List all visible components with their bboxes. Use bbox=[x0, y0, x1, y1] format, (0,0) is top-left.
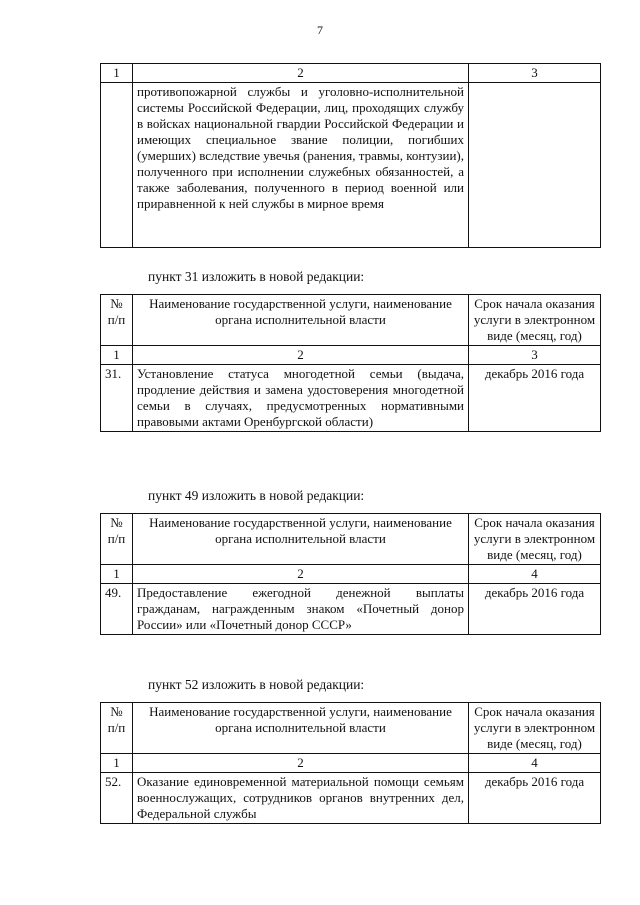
column-number-cell: 1 bbox=[101, 565, 133, 584]
page-number: 7 bbox=[317, 23, 323, 37]
column-number-row bbox=[101, 754, 601, 773]
column-number-cell: 2 bbox=[133, 565, 469, 584]
header-name: Наименование государственной услуги, наименование органа исполнительной власти bbox=[133, 295, 469, 346]
header-term: Срок начала оказания услуги в электронном виде (месяц, год) bbox=[469, 514, 601, 565]
service-name-cell: Предоставление ежегодной денежной выплаты гражданам, награжденным знаком «Почетный донор России» или «Почетный донор СССР» bbox=[133, 584, 469, 635]
empty-cell bbox=[469, 83, 601, 248]
header-term: Срок начала оказания услуги в электронном виде (месяц, год) bbox=[469, 703, 601, 754]
table-row bbox=[101, 773, 601, 824]
services-table bbox=[100, 702, 601, 824]
column-number-cell: 1 bbox=[101, 64, 133, 83]
header-row bbox=[101, 703, 601, 754]
table-row bbox=[101, 83, 601, 248]
column-number-cell: 4 bbox=[469, 565, 601, 584]
table-row bbox=[101, 584, 601, 635]
term-cell: декабрь 2016 года bbox=[469, 584, 601, 635]
column-number-cell: 1 bbox=[101, 754, 133, 773]
term-cell: декабрь 2016 года bbox=[469, 365, 601, 432]
section-intro: пункт 49 изложить в новой редакции: bbox=[148, 488, 365, 503]
services-table bbox=[100, 513, 601, 635]
column-number-cell: 1 bbox=[101, 346, 133, 365]
term-cell: декабрь 2016 года bbox=[469, 773, 601, 824]
services-table bbox=[100, 294, 601, 432]
column-number-row bbox=[101, 64, 601, 83]
column-number-cell: 3 bbox=[469, 64, 601, 83]
section-intro: пункт 52 изложить в новой редакции: bbox=[148, 677, 365, 692]
service-name-cell: противопожарной службы и уголовно-исполнительной системы Российской Федерации, лиц, проходящих службу в войсках национальной гвардии Российской Федерации и имеющих специальное звание полиции, погибших (умерших) вследствие увечья (ранения, травмы, контузии), полученного при исполнении служебных обязанностей, а также заболевания, полученного в период военной или приравненной к ней службы в мирное время bbox=[133, 83, 469, 248]
service-name-cell: Оказание единовременной материальной помощи семьям военнослужащих, сотрудников органов внутренних дел, Федеральной службы bbox=[133, 773, 469, 824]
column-number-row bbox=[101, 346, 601, 365]
row-number: 49. bbox=[101, 584, 133, 635]
service-name-cell: Установление статуса многодетной семьи (выдача, продление действия и замена удостоверения многодетной семьи в случаях, предусмотренных нормативными правовыми актами Оренбургской области) bbox=[133, 365, 469, 432]
column-number-cell: 2 bbox=[133, 64, 469, 83]
header-row bbox=[101, 295, 601, 346]
header-name: Наименование государственной услуги, наименование органа исполнительной власти bbox=[133, 514, 469, 565]
column-number-cell: 2 bbox=[133, 346, 469, 365]
section-intro: пункт 31 изложить в новой редакции: bbox=[148, 269, 365, 284]
table-row bbox=[101, 365, 601, 432]
column-number-cell: 4 bbox=[469, 754, 601, 773]
header-num: № п/п bbox=[101, 295, 133, 346]
header-name: Наименование государственной услуги, наименование органа исполнительной власти bbox=[133, 703, 469, 754]
column-number-cell: 2 bbox=[133, 754, 469, 773]
header-term: Срок начала оказания услуги в электронном виде (месяц, год) bbox=[469, 295, 601, 346]
column-number-cell: 3 bbox=[469, 346, 601, 365]
header-num: № п/п bbox=[101, 514, 133, 565]
header-num: № п/п bbox=[101, 703, 133, 754]
continuation-table bbox=[100, 63, 601, 248]
row-number: 52. bbox=[101, 773, 133, 824]
row-number: 31. bbox=[101, 365, 133, 432]
header-row bbox=[101, 514, 601, 565]
column-number-row bbox=[101, 565, 601, 584]
empty-cell bbox=[101, 83, 133, 248]
